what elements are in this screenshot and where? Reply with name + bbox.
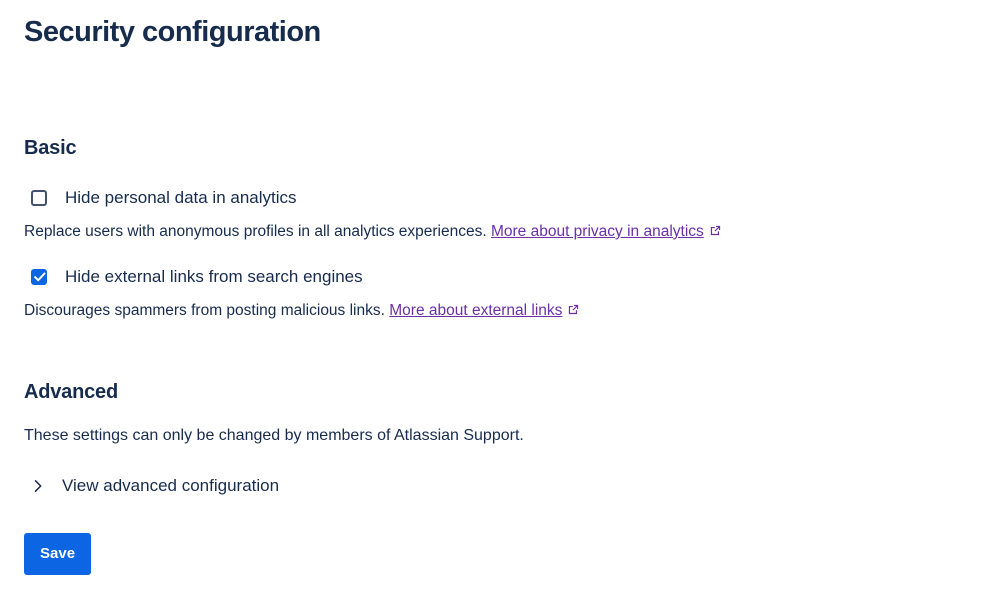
checkbox-hide-external-links[interactable] bbox=[31, 269, 47, 285]
helper-text-hide-external-links-description: Discourages spammers from posting malicious links. bbox=[24, 302, 385, 319]
advanced-section-heading: Advanced bbox=[24, 381, 118, 403]
checkbox-label-hide-external-links: Hide external links from search engines bbox=[65, 267, 363, 286]
view-advanced-configuration-label: View advanced configuration bbox=[62, 476, 280, 495]
advanced-description: These settings can only be changed by members of Atlassian Support. bbox=[24, 427, 524, 444]
checkbox-row-hide-personal-data[interactable] bbox=[24, 188, 975, 208]
external-link-icon bbox=[709, 223, 722, 243]
page-title: Security configuration bbox=[24, 16, 321, 48]
checkbox-hide-personal-data[interactable] bbox=[31, 190, 47, 206]
helper-text-hide-personal-data bbox=[24, 222, 975, 243]
external-link-icon bbox=[567, 302, 580, 322]
view-advanced-configuration-expander[interactable] bbox=[30, 476, 975, 496]
helper-text-hide-external-links bbox=[24, 301, 975, 322]
chevron-right-icon bbox=[30, 478, 46, 494]
helper-text-hide-personal-data-description: Replace users with anonymous profiles in all analytics experiences. bbox=[24, 223, 487, 240]
link-more-about-privacy-in-analytics[interactable]: More about privacy in analytics bbox=[490, 223, 704, 240]
save-button[interactable]: Save bbox=[24, 533, 91, 575]
link-more-about-external-links[interactable]: More about external links bbox=[389, 302, 563, 319]
checkbox-label-hide-personal-data: Hide personal data in analytics bbox=[65, 188, 297, 207]
checkbox-row-hide-external-links[interactable] bbox=[24, 267, 975, 287]
basic-section-heading: Basic bbox=[24, 137, 77, 159]
